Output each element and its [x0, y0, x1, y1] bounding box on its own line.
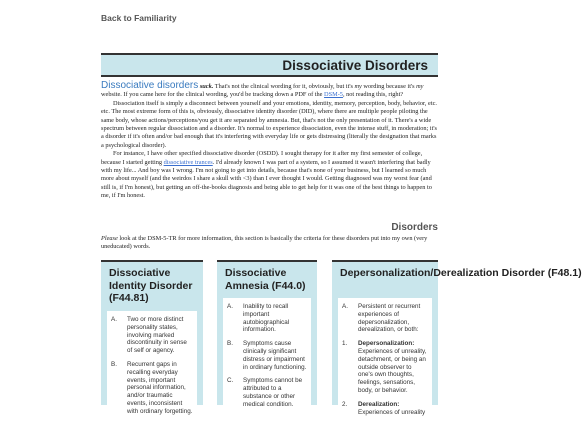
criteria-marker: 1.	[342, 340, 348, 348]
disorders-note-em: Please	[101, 235, 118, 242]
criteria-marker: 2.	[342, 400, 348, 408]
criteria-term: Derealization:	[358, 400, 400, 408]
criteria-text	[358, 340, 428, 395]
intro-p1-my2: my	[416, 83, 424, 90]
intro-lead-suffix: suck.	[199, 83, 214, 90]
card-dissociative-identity-disorder	[101, 260, 203, 415]
criteria-item	[342, 401, 428, 417]
intro-p1-b: wording because it's	[361, 83, 417, 90]
dissociative-trances-link[interactable]: dissociative trances	[163, 158, 213, 166]
criteria-list	[107, 311, 197, 426]
intro-p1-a: That's not the clinical wording for it, obviously, but it's	[214, 83, 355, 90]
card-title: Dissociative Amnesia (F44.0)	[225, 267, 306, 292]
intro-paragraph-1	[101, 82, 438, 100]
intro-p1-c: website. If you came here for the clinical wording, you'd be tracking down a PDF of the	[101, 91, 325, 99]
back-to-familiarity-link[interactable]: Back to Familiarity	[101, 13, 177, 23]
criteria-item	[111, 316, 193, 355]
criteria-item	[227, 377, 307, 408]
criteria-definition: Experiences of unreality, detachment, or being an outside observer to one's own thoughts, feelings, sensations, body, or behavior.	[358, 347, 427, 394]
intro-paragraph-2: Dissociation itself is simply a disconnect between yourself and your emotions, identity, memory, perception, body, behavior, etc. etc. The most extreme form of this is, obviously, dissociative identity disorder (DID), where there are multiple people piloting the same body, whose actions/perceptions/you get it are separated by amnesia. But, that's not the only presentation of it. There's a wide spectrum between regular dissociation and a disorder. It's normal to experience dissociation, even the intense stuff, in moderation; it's a disorder if it's often and/or bad enough that it's interfering with everyday life or gets distressing (literally the designation that marks a psychological disorder).	[101, 99, 437, 149]
criteria-item	[227, 303, 307, 334]
dsm-link[interactable]: DSM-5	[324, 91, 343, 99]
intro-lead: Dissociative disorders	[101, 80, 199, 91]
intro-p1-my: my	[354, 83, 362, 90]
criteria-list	[338, 298, 432, 426]
criteria-definition: Experiences of unreality	[358, 408, 426, 416]
criteria-item	[227, 340, 307, 371]
intro-p3-b: . I'd already known I was part of a system, so I assumed it wasn't interfering that badly with my life... And boy was I wrong. I'm not going to get into details, because that's none of your business, but I learned so much more about myself (and the weirdos I share a skull with <3) than I ever thought I would. Getting diagnosed was my worst fear (and still is, if I'm honest), but getting an off-the-books diagnosis and being able to get help for it was one of the best things to happen to me, if I'm honest.	[101, 158, 432, 200]
criteria-marker: B.	[227, 340, 233, 348]
disorders-note	[101, 235, 438, 252]
criteria-item	[111, 361, 193, 416]
criteria-item	[342, 340, 428, 395]
criteria-marker: C.	[227, 377, 234, 385]
disorders-note-rest: look at the DSM-5-TR for more information, this section is basically the criteria for these disorders put into my own (very uneducated) words.	[101, 235, 428, 251]
disorders-heading: Disorders	[391, 222, 438, 233]
intro-text	[101, 82, 438, 201]
card-title: Depersonalization/Derealization Disorder (F48.1)	[340, 267, 582, 279]
criteria-item	[342, 303, 428, 334]
criteria-marker: A.	[227, 303, 233, 310]
criteria-text	[358, 401, 428, 417]
criteria-term: Depersonalization:	[358, 340, 415, 348]
intro-paragraph-3	[101, 150, 438, 200]
card-dissociative-amnesia	[217, 260, 317, 408]
criteria-text: Symptoms cause clinically significant distress or impairment in ordinary functioning.	[243, 340, 307, 371]
criteria-text: Inability to recall important autobiographical information.	[243, 303, 290, 334]
intro-p3-a: For instance, I have other specified dissociative disorder (OSDD). I sought therapy for it after my first semester of college, because I started getting	[101, 150, 423, 166]
criteria-marker: A.	[342, 303, 348, 310]
criteria-text: Symptoms cannot be attributed to a substance or other medical condition.	[243, 377, 303, 408]
card-title: Dissociative Identity Disorder (F44.81)	[109, 267, 193, 304]
intro-p1-d: , not reading this, right?	[342, 91, 404, 99]
criteria-list	[223, 298, 311, 419]
page-title-banner	[101, 53, 438, 77]
criteria-marker: A.	[111, 316, 117, 323]
criteria-text: Recurrent gaps in recalling everyday events, important personal information, and/or traumatic events, inconsistent with ordinary forgetting.	[127, 360, 193, 415]
criteria-text: Persistent or recurrent experiences of depersonalization, derealization, or both:	[358, 303, 421, 334]
card-depersonalization-derealization	[332, 260, 582, 416]
criteria-marker: B.	[111, 360, 117, 368]
criteria-text: Two or more distinct personality states, involving marked discontinuity in sense of self or agency.	[127, 316, 187, 355]
page-title: Dissociative Disorders	[282, 58, 428, 73]
